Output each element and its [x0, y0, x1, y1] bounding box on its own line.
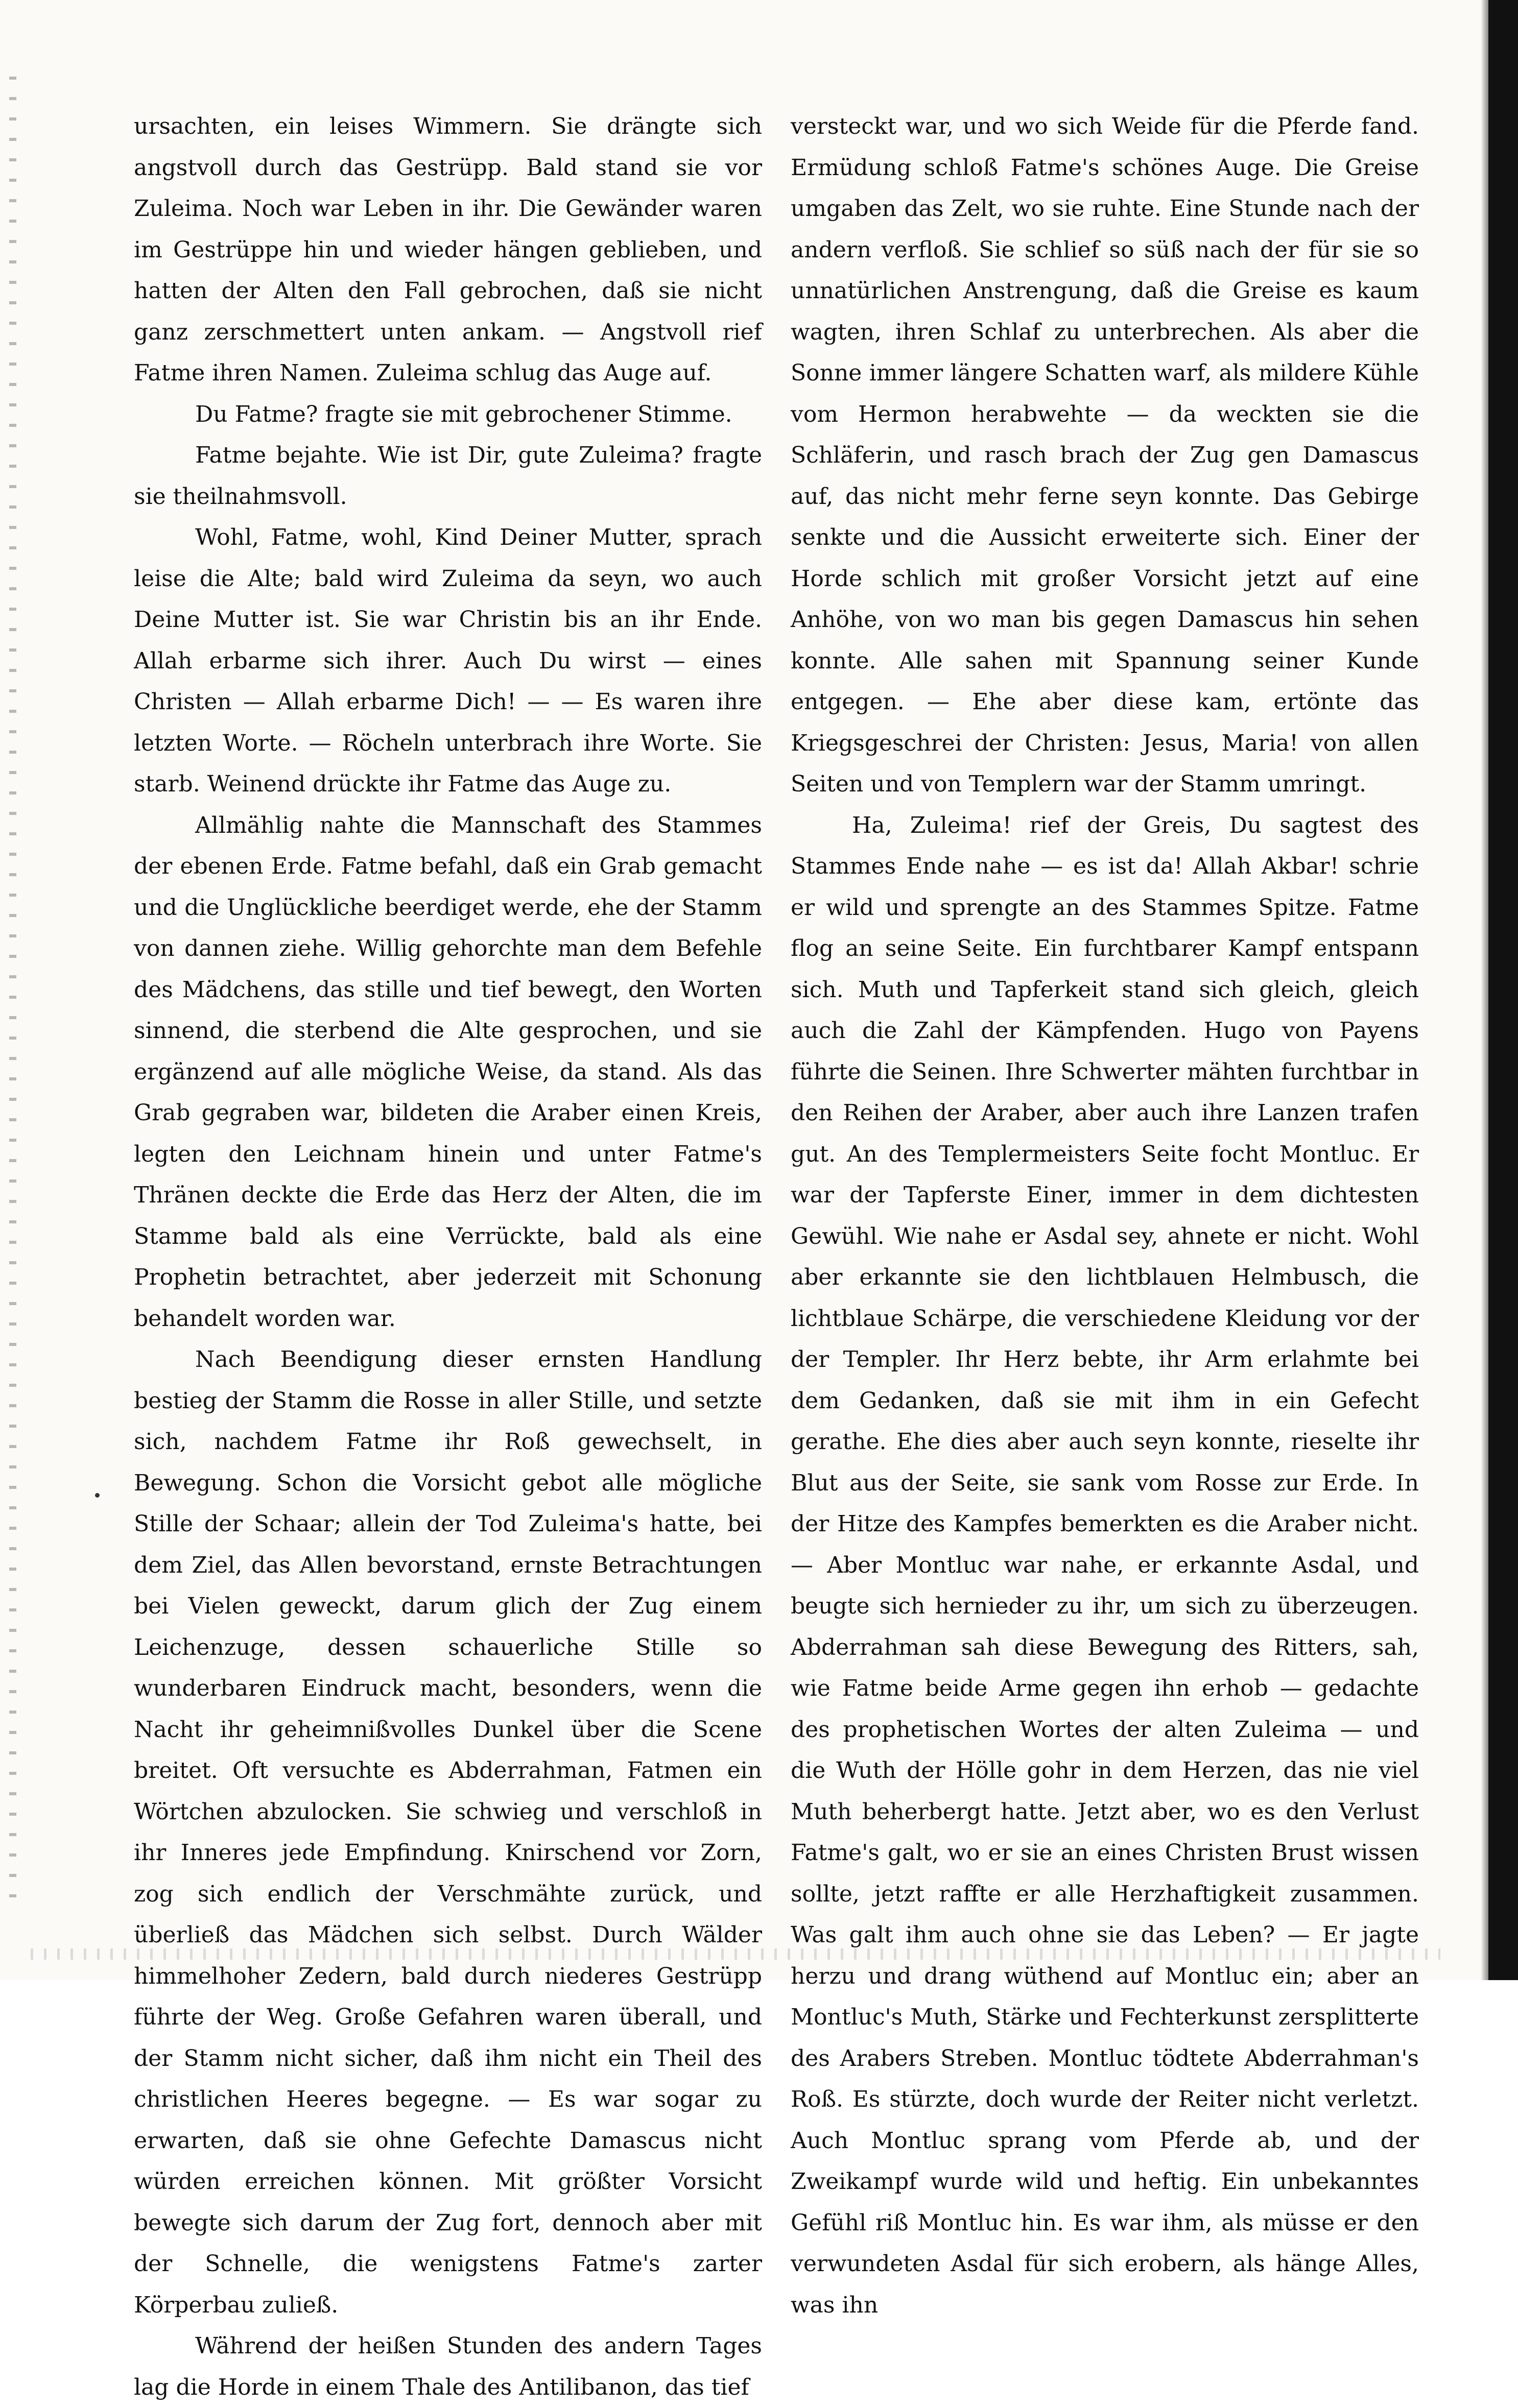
paragraph: Allmählig nahte die Mannschaft des Stammes der ebenen Erde. Fatme befahl, daß ein Grab gemacht und die Unglückliche beerdiget werde, ehe der Stamm von dannen ziehe. Willig gehorchte man dem Befehle des Mädchens, das stille und tief bewegt, den Worten sinnend, die sterbend die Alte gesprochen, und sie ergänzend auf alle mögliche Weise, da stand. Als das Grab gegraben war, bildeten die Araber einen Kreis, legten den Leichnam hinein und unter Fatme's Thränen deckte die Erde das Herz der Alten, die im Stamme bald als eine Verrückte, bald als eine Prophetin betrachtet, aber jederzeit mit Schonung behandelt worden war.: [134, 812, 762, 1332]
page-edge-marks: [9, 77, 16, 1915]
paragraph: Ha, Zuleima! rief der Greis, Du sagtest des Stammes Ende nahe — es ist da! Allah Akbar! schrie er wild und sprengte an des Stammes Spitze. Fatme flog an seine Seite. Ein furchtbarer Kampf entspann sich. Muth und Tapferkeit stand sich gleich, gleich auch die Zahl der Kämpfenden. Hugo von Payens führte die Seinen. Ihre Schwerter mähten furchtbar in den Reihen der Araber, aber auch ihre Lanzen trafen gut. An des Templermeisters Seite focht Montluc. Er war der Tapferste Einer, immer in dem dichtesten Gewühl. Wie nahe er Asdal sey, ahnete er nicht. Wohl aber erkannte sie den lichtblauen Helmbusch, die lichtblaue Schärpe, die verschiedene Kleidung vor der der Templer. Ihr Herz bebte, ihr Arm erlahmte bei dem Gedanken, daß sie mit ihm in ein Gefecht gerathe. Ehe dies aber auch seyn konnte, rieselte ihr Blut aus der Seite, sie sank vom Rosse zur Erde. In der Hitze des Kampfes bemerkten es die Araber nicht. — Aber Montluc war nahe, er erkannte Asdal, und beugte sich hernieder zu ihr, um sich zu überzeugen. Abderrahman sah diese Bewegung des Ritters, sah, wie Fatme beide Arme gegen ihn erhob — gedachte des prophetischen Wortes der alten Zuleima — und die Wuth der Hölle gohr in dem Herzen, das nie viel Muth beherbergt hatte. Jetzt aber, wo es den Verlust Fatme's galt, wo er sie an eines Christen Brust wissen sollte, jetzt raffte er alle Herzhaftigkeit zusammen. Was galt ihm auch ohne sie das Leben? — Er jagte herzu und drang wüthend auf Montluc ein; aber an Montluc's Muth, Stärke und Fechterkunst zersplitterte des Arabers Streben. Montluc tödtete Abderrahman's Roß. Es stürzte, doch wurde der Reiter nicht verletzt. Auch Montluc sprang vom Pferde ab, und der Zweikampf wurde wild und heftig. Ein unbekanntes Gefühl riß Montluc hin. Es war ihm, als müsse er den verwundeten Asdal für sich erobern, als hänge Alles, was ihn: [791, 812, 1419, 2318]
paragraph: Während der heißen Stunden des andern Tages lag die Horde in einem Thale des Antilibanon, das tief: [134, 2333, 762, 2400]
binding-shadow: [1481, 0, 1488, 1980]
paragraph: Fatme bejahte. Wie ist Dir, gute Zuleima? fragte sie theilnahmsvoll.: [134, 442, 762, 510]
paragraph: Wohl, Fatme, wohl, Kind Deiner Mutter, sprach leise die Alte; bald wird Zuleima da seyn, wo auch Deine Mutter ist. Sie war Christin bis an ihr Ende. Allah erbarme sich ihrer. Auch Du wirst — eines Christen — Allah erbarme Dich! — — Es waren ihre letzten Worte. — Röcheln unterbrach ihre Worte. Sie starb. Weinend drückte ihr Fatme das Auge zu.: [134, 524, 762, 797]
left-text-column: [134, 106, 762, 2408]
paragraph: ursachten, ein leises Wimmern. Sie drängte sich angstvoll durch das Gestrüpp. Bald stand sie vor Zuleima. Noch war Leben in ihr. Die Gewänder waren im Gestrüppe hin und wieder hängen geblieben, und hatten der Alten den Fall gebrochen, daß sie nicht ganz zerschmettert unten ankam. — Angstvoll rief Fatme ihren Namen. Zuleima schlug das Auge auf.: [134, 113, 762, 386]
paragraph: versteckt war, und wo sich Weide für die Pferde fand. Ermüdung schloß Fatme's schönes Auge. Die Greise umgaben das Zelt, wo sie ruhte. Eine Stunde nach der andern verfloß. Sie schlief so süß nach der für sie so unnatürlichen Anstrengung, daß die Greise es kaum wagten, ihren Schlaf zu unterbrechen. Als aber die Sonne immer längere Schatten warf, als mildere Kühle vom Hermon herabwehte — da weckten sie die Schläferin, und rasch brach der Zug gen Damascus auf, das nicht mehr ferne seyn konnte. Das Gebirge senkte und die Aussicht erweiterte sich. Einer der Horde schlich mit großer Vorsicht jetzt auf eine Anhöhe, von wo man bis gegen Damascus hin sehen konnte. Alle sahen mit Spannung seiner Kunde entgegen. — Ehe aber diese kam, ertönte das Kriegsgeschrei der Christen: Jesus, Maria! von allen Seiten und von Templern war der Stamm umringt.: [791, 113, 1419, 797]
right-text-column: [791, 106, 1419, 2326]
binding-edge: [1488, 0, 1518, 1980]
ink-dot: [95, 1493, 100, 1498]
paragraph: Nach Beendigung dieser ernsten Handlung bestieg der Stamm die Rosse in aller Stille, und setzte sich, nachdem Fatme ihr Roß gewechselt, in Bewegung. Schon die Vorsicht gebot alle mögliche Stille der Schaar; allein der Tod Zuleima's hatte, bei dem Ziel, das Allen bevorstand, ernste Betrachtungen bei Vielen geweckt, darum glich der Zug einem Leichenzuge, dessen schauerliche Stille so wunderbaren Eindruck macht, besonders, wenn die Nacht ihr geheimnißvolles Dunkel über die Scene breitet. Oft versuchte es Abderrahman, Fatmen ein Wörtchen abzulocken. Sie schwieg und verschloß in ihr Inneres jede Empfindung. Knirschend vor Zorn, zog sich endlich der Verschmähte zurück, und überließ das Mädchen sich selbst. Durch Wälder himmelhoher Zedern, bald durch niederes Gestrüpp führte der Weg. Große Gefahren waren überall, und der Stamm nicht sicher, daß ihm nicht ein Theil des christlichen Heeres begegne. — Es war sogar zu erwarten, daß sie ohne Gefechte Damascus nicht würden erreichen können. Mit größter Vorsicht bewegte sich darum der Zug fort, dennoch aber mit der Schnelle, die wenigstens Fatme's zarter Körperbau zuließ.: [134, 1346, 762, 2318]
paragraph: Du Fatme? fragte sie mit gebrochener Stimme.: [195, 401, 732, 427]
